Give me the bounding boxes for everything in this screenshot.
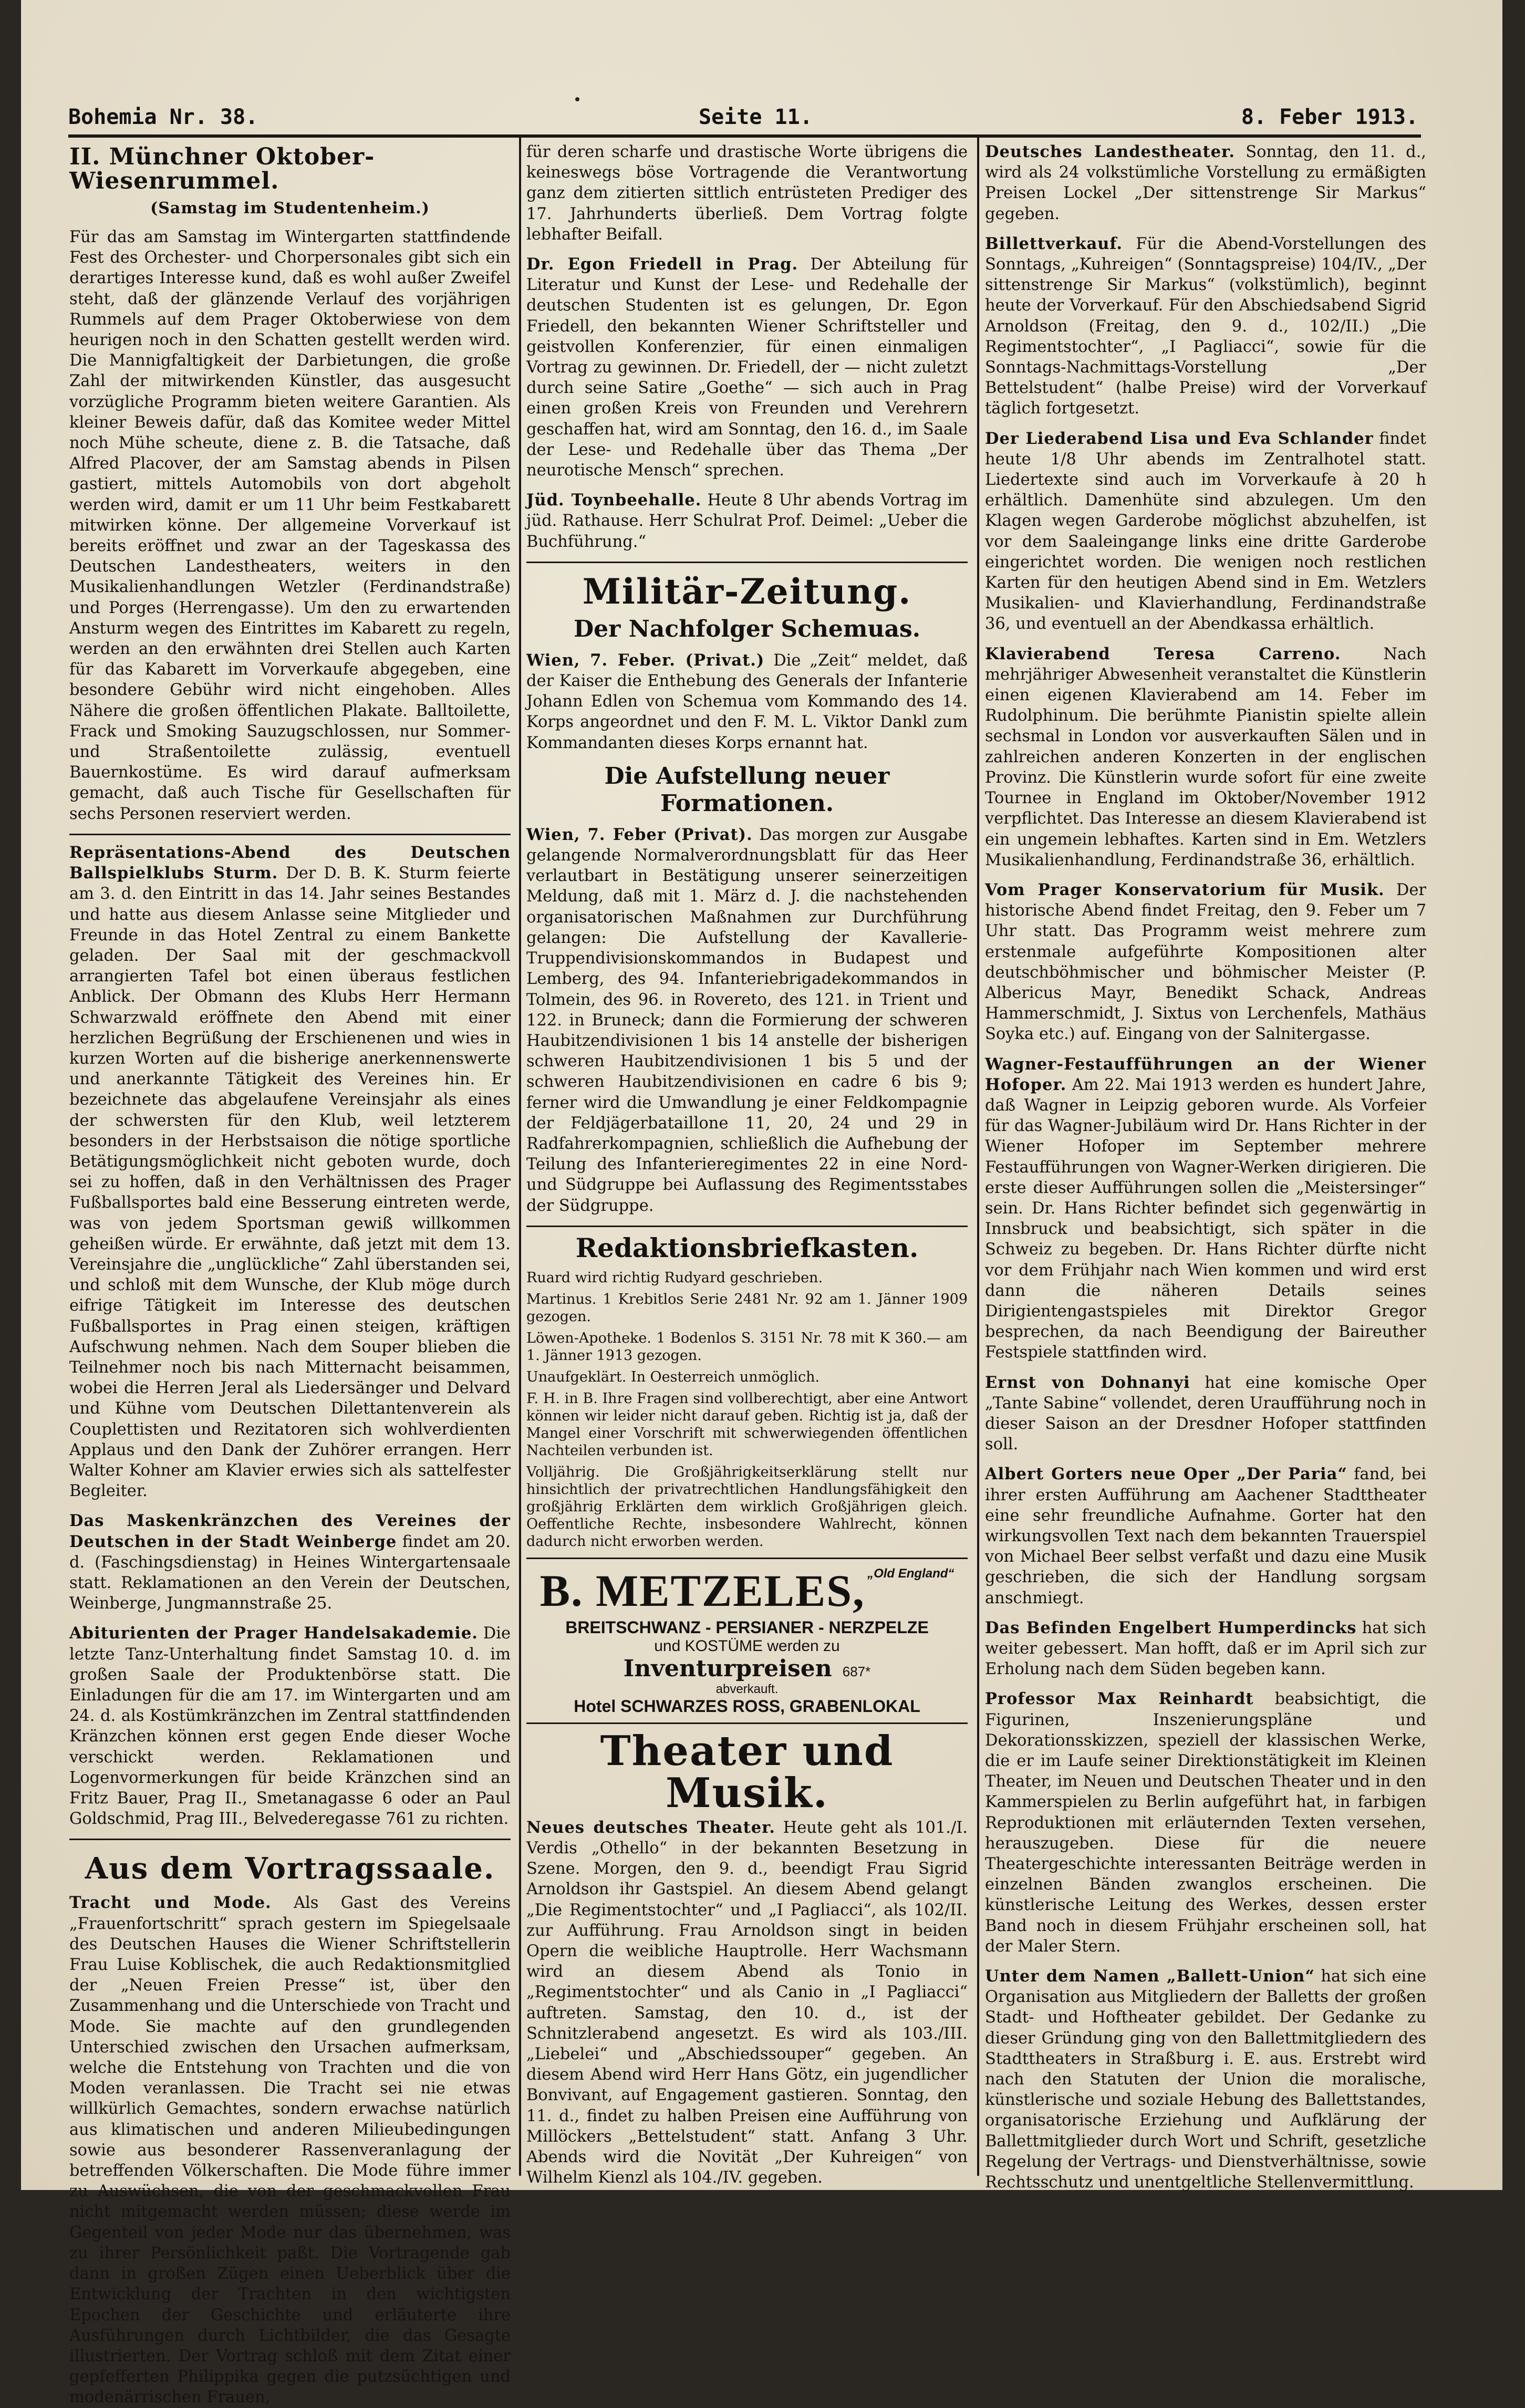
section-title: Aus dem Vortragssaale. [85, 1851, 495, 1886]
article-lead: Professor Max Reinhardt [985, 1689, 1254, 1709]
ad-line: BREITSCHWANZ - PERSIANER - NERZPELZE [565, 1617, 929, 1637]
page-header [68, 105, 1418, 137]
article-body [985, 234, 1426, 419]
article-lead: Ernst von Dohnanyi [985, 1373, 1190, 1392]
divider [69, 1839, 511, 1840]
article-body [985, 880, 1426, 1045]
article-lead: Das Maskenkränzchen des Vereines der Deutschen in der Stadt Weinberge [69, 1511, 511, 1551]
article-body [985, 1054, 1426, 1363]
article-lead: Wien, 7. Feber (Privat). [526, 825, 753, 844]
article-lead: Wagner-Festaufführungen an der Wiener Hofoper. [985, 1054, 1426, 1094]
section-title: Redaktionsbriefkasten. [575, 1232, 919, 1263]
newspaper-page [21, 0, 1502, 2407]
advertisement [526, 1558, 968, 1724]
article-lead: Der Liederabend Lisa und Eva Schlander [985, 429, 1374, 448]
article-lead: Abiturienten der Prager Handelsakademie. [69, 1624, 478, 1643]
column-rule-1 [519, 138, 521, 2176]
article-body [985, 1618, 1426, 1680]
article-lead: Tracht und Mode. [69, 1893, 272, 1913]
letterbox-item: Unaufgeklärt. In Oesterreich unmöglich. [526, 1368, 820, 1385]
article-body [69, 843, 511, 1502]
article-body: Für das am Samstag im Wintergarten stattfindende Fest des Orchester- und Chorpersonales gibt sich ein derartiges Interesse kund, daß es wohl außer Zweifel steht, daß der glänzende Verlauf des vorjährigen Rummels auf dem Prager Oktoberwiese von dem heurigen noch in den Schatten gestellt werden wird. Die Mannigfaltigkeit der Darbietungen, die große Zahl der mitwirkenden Künstler, das ausgesucht vorzügliche Programm bieten weitere Garantien. Als kleiner Beweis dafür, daß das Komitee weder Mittel noch Mühe scheute, diene z. B. die Tatsache, daß Alfred Placover, der am Samstag abends in Pilsen gastiert, mittels Automobils von dort abgeholt werden wird, damit er um 11 Uhr beim Festkabarett mitwirken könne. Der allgemeine Vorverkauf ist bereits eröffnet und zwar an der Tageskassa des Deutschen Landestheaters, weiters in den Musikalienhandlungen Wetzler (Ferdinandstraße) und Porges (Herrengasse). Um den zu erwartenden Ansturm wegen des Eintrittes im Kabarett zu regeln, werden an den erwähnten drei Stellen auch Karten für das Kabarett im Vorverkaufe abgegeben, eine besondere Gebühr wird nicht eingehoben. Alles Nähere die großen öffentlichen Plakate. Balltoilette, Frack und Smoking Sauzugschlossen, nur Sommer- und Straßentoilette zulässig, eventuell Bauernkostüme. Es wird darauf aufmerksam gemacht, daß auch Tische für Gesellschaften für sechs Personen reserviert werden. [69, 228, 511, 823]
article-lead: Dr. Egon Friedell in Prag. [526, 255, 798, 274]
letterbox-item: F. H. in B. Ihre Fragen sind vollberechtigt, aber eine Antwort können wir leider nicht darauf geben. Richtig ist ja, daß der Mangel einer Vorschrift mit schwerwiegenden öffentlichen Nachteilen verbunden ist. [526, 1390, 968, 1459]
article-text: Sonntag, den 11. d., wird als 24 volkstümliche Vorstellung zu ermäßigten Preisen Lockel „Der sittenstrenge Sir Markus“ gegeben. [985, 143, 1426, 223]
article-body [526, 1818, 968, 2188]
article-text: hat sich eine Organisation aus Mitgliedern der Balletts der großen Stadt- und Hoftheater gebildet. Der Gedanke zu dieser Gründung ging von den Ballettmitgliedern des Stadttheaters in Straßburg i. E. aus. Erstrebt wird nach den Statuten der Union die moralische, künstlerische und soziale Hebung des Ballettstandes, organisatorische Erziehung und Aufklärung der Ballettmitglieder durch Wort und Schrift, gesetzliche Regelung der Vertrags- und Dienstverhältnisse, sowie Rechtsschutz und unentgeltliche Stellenvermittlung. [985, 1967, 1427, 2192]
article-body [985, 1464, 1426, 1608]
article-body [985, 1966, 1426, 2193]
article-text: hat eine komische Oper „Tante Sabine“ vollendet, deren Uraufführung noch in dieser Saison an der Dresdner Hofoper stattfinden soll. [985, 1373, 1426, 1454]
article-text: Der Abteilung für Literatur und Kunst der Lese- und Redehalle der deutschen Studenten ist es gelungen, Dr. Egon Friedell, den bekannten Wiener Schriftsteller und geistvollen Konferenzier, für einen einmaligen Vortrag zu gewinnen. Dr. Friedell, der — nicht zuletzt durch seine Satire „Goethe“ — sich auch in Prag einen großen Kreis von Freunden und Verehrern geschaffen hat, wird am Sonntag, den 16. d., im Saale der Lese- und Redehalle über das Thema „Der neurotische Mensch“ sprechen. [526, 255, 968, 480]
article-lead: Klavierabend Teresa Carreno. [985, 644, 1341, 663]
article-text: beabsichtigt, die Figurinen, Inszenierungspläne und Dekorationsskizzen, speziell der klassischen Werke, die er im Laufe seiner Direktionstätigkeit im Kleinen Theater, im Neuen und Deutschen Theater und in den Kammerspielen zu Berlin aufgeführt hat, in farbigen Reproduktionen mit erläuternden Texten versehen, herauszugeben. Diese für die neuere Theatergeschichte interessanten Beiträge werden in einzelnen Bänden zwanglos erscheinen. Die künstlerische Leitung des Werkes, dessen erster Band noch in diesem Frühjahr erscheinen soll, hat der Maler Stern. [985, 1690, 1426, 1956]
column-2 [526, 142, 968, 2187]
article-lead: Albert Gorters neue Oper „Der Paria“ [985, 1465, 1347, 1484]
ad-line: und KOSTÜME werden zu [654, 1637, 840, 1655]
article-text: Der D. B. K. Sturm feierte am 3. d. den Eintritt in das 14. Jahr seines Bestandes und hatte aus diesem Anlasse seine Mitglieder und Freunde in das Hotel Zentral zu einem Bankette geladen. Der Saal mit der geschmackvoll arrangierten Tafel bot einen überaus festlichen Anblick. Der Obmann des Klubs Herr Hermann Schwarzwald eröffnete den Abend mit einer herzlichen Begrüßung der Erschienenen und wies in kurzen Worten auf die bisherige anerkennenswerte und anerkannte Tätigkeit des Vereines hin. Er bezeichnete das abgelaufene Vereinsjahr als eines der schwersten für den Klub, weil letzterem besonders in der Herbstsaison die nötige sportliche Betätigungsmöglichkeit nicht geboten wurde, doch sei zu hoffen, daß in den Verhältnissen des Prager Fußballsportes bald eine Besserung eintreten werde, was von jedem Sportsman gewiß willkommen geheißen würde. Er erwähnte, daß jetzt mit dem 13. Vereinsjahre die „unglückliche“ Zahl überstanden sei, und schloß mit dem Wunsche, der Klub möge durch eifrige Tätigkeit im Interesse des deutschen Fußballsportes in Prag einen steigen, kräftigen Aufschwung nehmen. Nach dem Souper blieben die Teilnehmer noch bis nach Mitternacht beisammen, wobei die Herren Jeral als Liedersänger und Delvard und Kühne vom Deutschen Dilettantenverein als Couplettisten und Rezitatoren sich wohlverdienten Applaus und den Dank der Zuhörer errangen. Herr Walter Kohner am Klavier erwies sich als sattelfester Begleiter. [69, 864, 511, 1501]
article-lead: Das Befinden Engelbert Humperdincks [985, 1618, 1357, 1637]
ad-tagline: „Old England“ [867, 1566, 955, 1581]
ad-number: 687* [842, 1663, 871, 1679]
article-text: Als Gast des Vereins „Frauenfortschritt“ sprach gestern im Spiegelsaale des Deutschen Hauses die Wiener Schriftstellerin Frau Luise Koblischek, die auch Redaktionsmitglied der „Neuen Freien Presse“ ist, über den Zusammenhang und die Unterschiede von Tracht und Mode. Sie machte auf den grundlegenden Unterschied zwischen den Ursachen aufmerksam, welche die Entstehung von Trachten und die von Moden veranlassen. Die Tracht sei nie etwas willkürlich Gemachtes, sondern erwachse natürlich aus klimatischen und anderen Milieubedingungen sowie aus besonderer Rassenveranlagung der betreffenden Völkerschaften. Die Mode führe immer zu Auswüchsen, die von der geschmackvollen Frau nicht mitgemacht werden müssen; diese werde im Gegenteil von jeder Mode nur das übernehmen, was zu ihrer Persönlichkeit paßt. Die Vortragende gab dann in großen Zügen einen Ueberblick über die Entwicklung der Trachten in den wichtigsten Epochen der Geschichte und erläuterte ihre Ausführungen durch Lichtbilder, die das Gesagte illustrierten. Der Vortrag schloß mit dem Zitat einer gepfefferten Philippika gegen die putzsüchtigen und modenärrischen Frauen, [69, 1894, 511, 2407]
article-lead: Vom Prager Konservatorium für Musik. [985, 880, 1385, 899]
article-text: Die „Zeit“ meldet, daß der Kaiser die Enthebung des Generals der Infanterie Johann Edlen von Schemua vom Kommando des 14. Korps angeordnet und den F. M. L. Viktor Dankl zum Kommandanten dieses Korps ernannt hat. [526, 651, 968, 752]
article-lead: Wien, 7. Feber. (Privat.) [526, 650, 765, 670]
issue-date: 8. Feber 1913. [1241, 105, 1418, 129]
article-body [526, 650, 968, 753]
article-text: findet heute 1/8 Uhr abends im Zentralhotel statt. Liedertexte sind auch im Vorverkaufe à 20 h erhältlich. Damenhüte sind abzulegen. Um den Klagen wegen Garderobe möglichst abzuhelfen, ist vor dem Saaleingange links eine dritte Garderobe eingerichtet worden. Die wenigen noch restlichen Karten für den heutigen Abend sind in Em. Wetzlers Musikalien- und Klavierhandlung, Ferdinandstraße 36, und eventuell an der Abendkassa erhältlich. [985, 429, 1427, 634]
letterbox-item: Löwen-Apotheke. 1 Bodenlos S. 3151 Nr. 78 mit K 360.— am 1. Jänner 1913 gezogen. [526, 1330, 968, 1364]
issue-number: Bohemia Nr. 38. [68, 105, 258, 129]
column-rule-2 [977, 138, 979, 2176]
article-body [985, 1689, 1426, 1957]
article-lead: Unter dem Namen „Ballett-Union“ [985, 1967, 1315, 1986]
column-3 [985, 142, 1427, 2192]
article-text: findet am 20. d. (Faschingsdienstag) in Heines Wintergartensaale statt. Reklamationen an den Verein der Deutschen, Weinberge, Jungmannstraße 25. [69, 1532, 511, 1613]
article-text: Nach mehrjähriger Abwesenheit veranstaltet die Künstlerin einen eigenen Klavierabend am 14. Feber im Rudolphinum. Die berühmte Pianistin spielte allein sechsmal in London vor ausverkauften Sälen und in zahlreichen anderen Konzerten in der englischen Provinz. Die Künstlerin wurde sofort für eine zweite Tournee in England im Oktober/November 1912 verpflichtet. Das Interesse an diesem Klavierabend ist ein ungemein lebhaftes. Karten sind in Em. Wetzlers Musikalienhandlung, Ferdinandstraße 36, erhältlich. [985, 645, 1426, 869]
divider [69, 834, 511, 835]
article-body [985, 644, 1426, 870]
article-text: Am 22. Mai 1913 werden es hundert Jahre, daß Wagner in Leipzig geboren wurde. Als Vorfeier für das Wagner-Jubiläum wird Dr. Hans Richter in der Wiener Hofoper im September mehrere Festaufführungen von Wagner-Werken dirigieren. Die erste dieser Aufführungen sollen die „Meistersinger“ sein. Dr. Hans Richter befindet sich gegenwärtig in Innsbruck und beabsichtigt, sich später in die Schweiz zu begeben. Dr. Hans Richter dürfte nicht vor dem Frühjahr nach Wien kommen und wird erst dann die näheren Details seines Dirigientengastspieles mit Direktor Gregor besprechen, da nach Beendigung der Baireuther Festspiele stattfinden wird. [985, 1075, 1426, 1362]
article-body [985, 1373, 1426, 1455]
article-body [69, 1623, 511, 1829]
article-text: hat sich weiter gebessert. Man hofft, daß er im April sich zur Erholung nach dem Süden begeben kann. [985, 1618, 1426, 1679]
page-number: Seite 11. [699, 105, 813, 129]
article-body [526, 490, 968, 552]
header-rule [68, 134, 1421, 138]
divider [526, 562, 968, 563]
article-text: Der historische Abend findet Freitag, den 9. Feber um 7 Uhr statt. Das Programm weist mehrere zum erstenmale aufgeführte Kompositionen alter deutschböhmischer und böhmischer Meister (P. Albericus Mayr, Benedikt Schack, Andreas Hammerschmidt, J. Sixtus von Lerchenfels, Mathäus Soyka etc.) auf. Eingang von der Salnitergasse. [985, 880, 1426, 1044]
article-title: Der Nachfolger Schemuas. [573, 615, 921, 642]
article-text: Für die Abend-Vorstellungen des Sonntags, „Kuhreigen“ (Sonntagspreise) 104/IV., „Der sittenstrenge Sir Markus“ (volkstümlich), beginnt heute der Vorverkauf. Für den Abschiedsabend Sigrid Arnoldson (Freitag, den 9. d., 102/II.) „Die Regimentstochter“, „I Pagliacci“, sowie für die Sonntags-Nachmittags-Vorstellung „Der Bettelstudent“ (halbe Preise) wird der Vorverkauf täglich fortgesetzt. [985, 234, 1426, 418]
ad-brand: B. METZELES, [540, 1565, 865, 1616]
article-lead: Neues deutsches Theater. [526, 1818, 775, 1837]
article-title: II. Münchner Oktober-Wiesenrummel. [69, 143, 375, 194]
article-body [985, 429, 1426, 635]
article-text: Heute geht als 101./I. Verdis „Othello“ in der bekannten Besetzung in Szene. Morgen, den 9. d., beendigt Frau Sigrid Arnoldson ihr Gastspiel. An diesem Abend gelangt „Die Regimentstochter“ und „I Pagliacci“, als 102/II. zur Aufführung. Frau Arnoldson singt in beiden Opern die weibliche Hauptrolle. Herr Wachsmann wird an diesem Abend als Tonio in „Regimentstochter“ und als Canio in „I Pagliacci“ auftreten. Samstag, den 10. d., ist der Schnitzlerabend angesetzt. Es wird als 103./III. „Liebelei“ und „Abschiedssouper“ gegeben. An diesem Abend wird Herr Hans Götz, ein jugendlicher Bonvivant, auf Engagement gastieren. Sonntag, den 11. d., findet zu halben Preisen eine Aufführung von Millöckers „Bettelstudent“ statt. Anfang 3 Uhr. Abends wird die Novität „Der Kuhreigen“ von Wilhelm Kienzl als 104./IV. gegeben. [526, 1818, 968, 2187]
letterbox-item: Martinus. 1 Krebitlos Serie 2481 Nr. 92 am 1. Jänner 1909 gezogen. [526, 1291, 968, 1325]
ink-spot [575, 97, 579, 101]
article-lead: Billettverkauf. [985, 234, 1123, 253]
article-text: Heute 8 Uhr abends Vortrag im jüd. Rathause. Herr Schulrat Prof. Deimel: „Ueber die Buchführung.“ [526, 491, 968, 551]
article-lead: Repräsentations-Abend des Deutschen Ballspielklubs Sturm. [69, 843, 511, 883]
article-body [69, 1893, 511, 2407]
divider [526, 1226, 968, 1227]
article-body: für deren scharfe und drastische Worte übrigens die keineswegs böse Vortragende die Verantwortung ganz dem zitierten sittlich entrüsteten Prediger des 17. Jahrhunderts überließ. Dem Vortrag folgte lebhafter Beifall. [526, 143, 968, 244]
section-title: Theater und Musik. [600, 1727, 894, 1817]
article-text: fand, bei ihrer ersten Aufführung am Aachener Stadttheater eine sehr freundliche Aufnahme. Gorter hat den wirkungsvollen Text nach dem bekannten Trauerspiel von Michael Beer selbst verfaßt und dazu eine Musik geschrieben, die sich der Handlung sorgsam anschmiegt. [985, 1465, 1427, 1607]
section-title: Militär-Zeitung. [582, 570, 912, 612]
article-body [526, 825, 968, 1216]
column-1 [69, 142, 511, 2407]
letterbox-item: Volljährig. Die Großjährigkeitserklärung stellt nur hinsichtlich der privatrechtlichen Handlungsfähigkeit den großjährig Erklärten dem wirklich Großjährigen gleich. Oeffentliche Rechte, insbesondere Wahlrecht, können dadurch nicht erworben werden. [526, 1464, 968, 1550]
article-text: Die letzte Tanz-Unterhaltung findet Samstag 10. d. im großen Saale der Produktenbörse statt. Die Einladungen für die am 17. im Wintergarten und am 24. d. als Kostümkränzchen im Zentral stattfindenden Kränzchen können erst gegen Ende dieser Woche verschickt werden. Reklamationen und Logenvormerkungen für beide Kränzchen sind an Fritz Bauer, Prag II., Smetanagasse 6 oder an Paul Goldschmid, Prag III., Belvederegasse 761 zu richten. [69, 1624, 511, 1829]
article-lead: Deutsches Landestheater. [985, 142, 1235, 161]
article-subtitle: (Samstag im Studentenheim.) [150, 199, 430, 217]
article-body [985, 142, 1426, 224]
article-body [526, 254, 968, 481]
ad-line: abverkauft. [715, 1682, 779, 1696]
article-lead: Jüd. Toynbeehalle. [526, 491, 702, 510]
ad-headline: Inventurpreisen [623, 1655, 832, 1682]
letterbox-item: Ruard wird richtig Rudyard geschrieben. [526, 1269, 823, 1286]
article-title: Die Aufstellung neuer Formationen. [604, 762, 890, 817]
article-body [69, 1511, 511, 1614]
article-text: Das morgen zur Ausgabe gelangende Normalverordnungsblatt für das Heer verlautbart in Bestätigung unserer seinerzeitigen Meldung, daß mit 1. März d. J. die nachstehenden organisatorischen Maßnahmen zur Durchführung gelangen: Die Aufstellung der Kavallerie-Truppendivisionskommandos in Budapest und Lemberg, des 94. Infanteriebrigadekommandos in Tolmein, des 96. in Rovereto, des 121. in Trient und 122. in Bruneck; dann die Formierung der schweren Haubitzendivisionen 1 bis 14 anstelle der bisherigen schweren Haubitzendivisionen 1 bis 5 und der schweren Haubitzendivisionen en cadre 6 bis 9; ferner wird die Umwandlung je einer Feldkompagnie der Feldjägerbataillone 11, 20, 24 und 29 in Radfahrerkompagnien, schließlich die Aufhebung der Teilung des Infanterieregimentes 22 in eine Nord- und Südgruppe bei Auflassung des Regimentsstabes der Südgruppe. [526, 825, 968, 1215]
ad-address: Hotel SCHWARZES ROSS, GRABENLOKAL [574, 1696, 920, 1716]
